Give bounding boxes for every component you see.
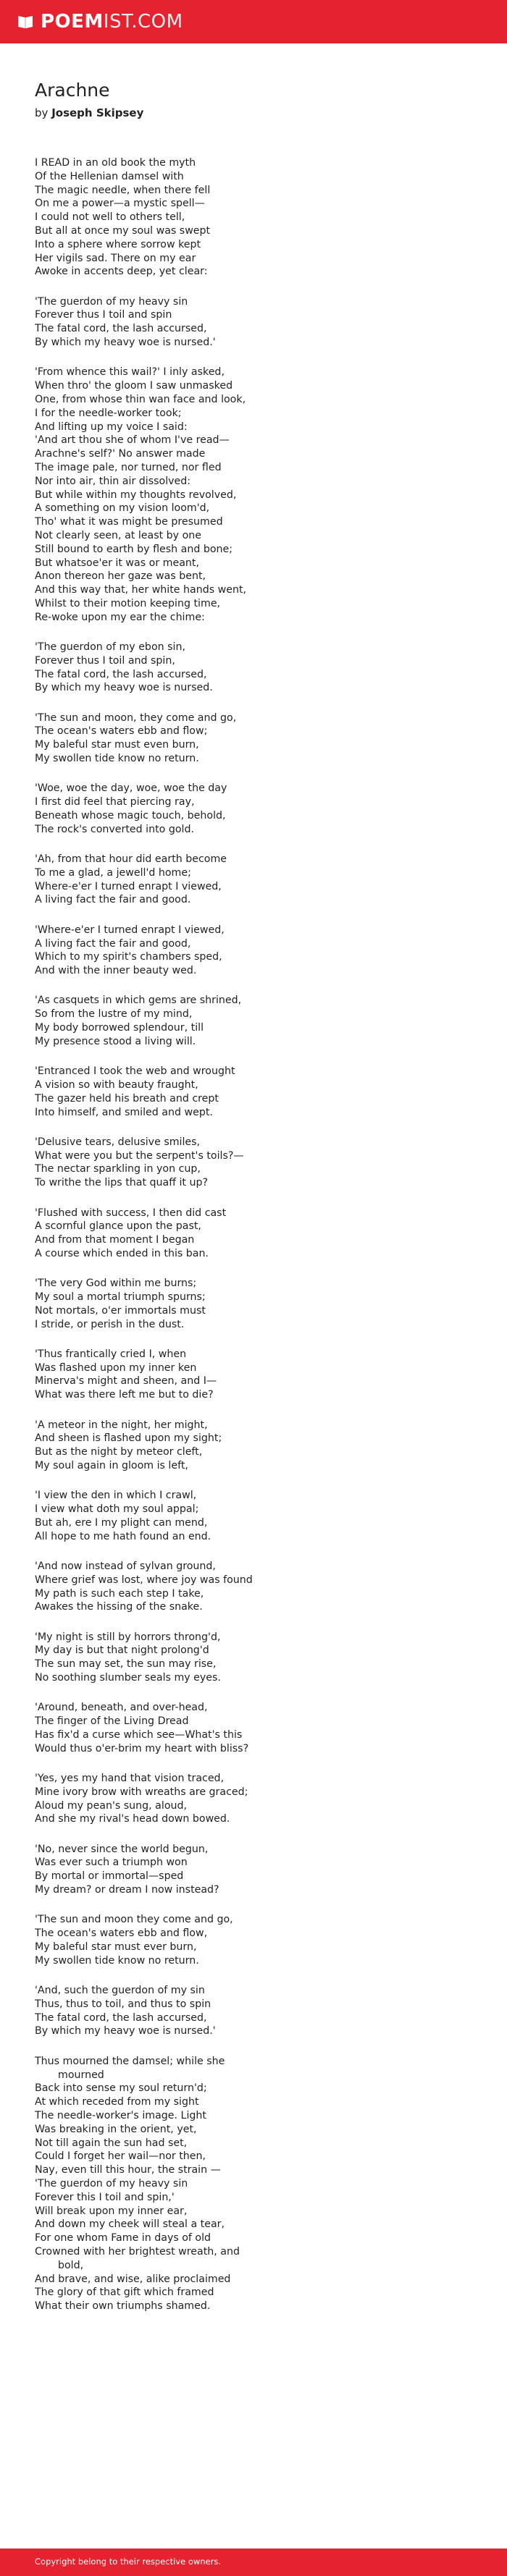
poem-stanza: [35, 924, 484, 978]
poem-line: Which to my spirit's chambers sped,: [35, 951, 222, 963]
poem-line: Where grief was lost, where joy was found: [35, 1574, 253, 1586]
poem-line: Tho' what it was might be presumed: [35, 516, 223, 528]
footer: [0, 2548, 507, 2576]
poem-line: Thus mourned the damsel; while she: [35, 2055, 225, 2067]
poem-line: The magic needle, when there fell: [35, 184, 211, 196]
poem-line: 'The guerdon of my heavy sin: [35, 2177, 188, 2189]
poem-line: No soothing slumber seals my eyes.: [35, 1672, 221, 1684]
poem-line: The fatal cord, the lash accursed,: [35, 668, 207, 680]
poem-line: 'I view the den in which I crawl,: [35, 1490, 197, 1502]
poem-line: I READ in an old book the myth: [35, 157, 196, 169]
poem-line: On me a power—a mystic spell—: [35, 198, 205, 210]
poem-line: 'The sun and moon they come and go,: [35, 1914, 233, 1926]
poem-line: Nor into air, thin air dissolved:: [35, 475, 191, 487]
poem-line: 'Entranced I took the web and wrought: [35, 1065, 235, 1078]
poem-line: My baleful star must ever burn,: [35, 1941, 197, 1953]
poem-line: bold,: [58, 2259, 84, 2271]
poem-line: A living fact the fair and good.: [35, 894, 191, 906]
poem-body: [35, 156, 484, 2329]
footer-copyright: Copyright belong to their respective owners.: [35, 2556, 222, 2567]
poem-line: Awakes the hissing of the snake.: [35, 1601, 203, 1613]
poem-line: I stride, or perish in the dust.: [35, 1318, 185, 1330]
poem-line: And lifting up my voice I said:: [35, 421, 188, 433]
poem-line: For one whom Fame in days of old: [35, 2232, 211, 2245]
poem-line: A scornful glance upon the past,: [35, 1220, 201, 1233]
poem-line: Was ever such a triumph won: [35, 1857, 188, 1869]
poem-line: A vision so with beauty fraught,: [35, 1078, 198, 1091]
poem-line: Has fix'd a curse which see—What's this: [35, 1728, 243, 1741]
poem-line: 'My night is still by horrors throng'd,: [35, 1631, 221, 1643]
poem-line: My soul a mortal triumph spurns;: [35, 1291, 206, 1303]
poem-stanza: [35, 366, 484, 624]
author-link[interactable]: Joseph Skipsey: [51, 106, 144, 119]
poem-stanza: [35, 1136, 484, 1190]
poem-line: My soul again in gloom is left,: [35, 1459, 188, 1471]
poem-line: Could I forget her wail—nor then,: [35, 2150, 206, 2163]
poem-line: Awoke in accents deep, yet clear:: [35, 266, 208, 278]
poem-title: Arachne: [35, 80, 110, 101]
poem-stanza: [35, 1631, 484, 1685]
poem-line: Nay, even till this hour, the strain —: [35, 2164, 221, 2176]
poem-line: The fatal cord, the lash accursed,: [35, 2011, 207, 2024]
poem-line: My path is such each step I take,: [35, 1587, 204, 1600]
poem-line: The image pale, nor turned, nor fled: [35, 461, 222, 473]
poem-line: Not clearly seen, at least by one: [35, 529, 201, 541]
poem-line: 'The guerdon of my ebon sin,: [35, 641, 185, 653]
poem-line: What were you but the serpent's toils?—: [35, 1149, 244, 1162]
poem-line: And sheen is flashed upon my sight;: [35, 1432, 222, 1445]
poem-line: Not till again the sun had set,: [35, 2137, 188, 2149]
poem-line: What their own triumphs shamed.: [35, 2300, 211, 2313]
site-logo-text: [41, 0, 183, 43]
poem-line: 'From whence this wail?' I inly asked,: [35, 366, 225, 379]
poem-line: 'Woe, woe the day, woe, woe the day: [35, 782, 227, 795]
poem-line: 'Around, beneath, and over-head,: [35, 1702, 208, 1714]
poem-line: 'The very God within me burns;: [35, 1278, 197, 1290]
poem-stanza: [35, 1843, 484, 1897]
poem-line: My baleful star must even burn,: [35, 739, 199, 751]
poem-line: The rock's converted into gold.: [35, 823, 194, 835]
poem-line: The finger of the Living Dread: [35, 1715, 189, 1728]
poem-line: Where-e'er I turned enrapt I viewed,: [35, 880, 222, 892]
poem-line: Mine ivory brow with wreaths are graced;: [35, 1786, 248, 1798]
poem-line: And down my cheek will steal a tear,: [35, 2218, 225, 2231]
poem-line: All hope to me hath found an end.: [35, 1530, 211, 1542]
poem-stanza: [35, 711, 484, 766]
poem-line: 'As casquets in which gems are shrined,: [35, 994, 242, 1007]
poem-line: Not mortals, o'er immortals must: [35, 1304, 206, 1317]
poem-line: When thro' the gloom I saw unmasked: [35, 380, 233, 392]
poem-line: Beneath whose magic touch, behold,: [35, 809, 226, 822]
poem-line: Anon thereon her gaze was bent,: [35, 570, 206, 583]
poem-line: 'Where-e'er I turned enrapt I viewed,: [35, 924, 225, 936]
poem-line: I could not well to others tell,: [35, 211, 185, 224]
poem-line: Her vigils sad. There on my ear: [35, 252, 196, 264]
poem-line: 'Thus frantically cried I, when: [35, 1348, 187, 1360]
byline-prefix: by: [35, 106, 49, 119]
poem-line: A something on my vision loom'd,: [35, 502, 210, 515]
poem-line: 'And art thou she of whom I've read—: [35, 434, 230, 447]
poem-line: 'Flushed with success, I then did cast: [35, 1207, 227, 1219]
poem-line: Forever this I toil and spin,': [35, 2191, 175, 2203]
poem-line: Whilst to their motion keeping time,: [35, 597, 221, 609]
poem-line: 'And now instead of sylvan ground,: [35, 1560, 216, 1572]
poem-stanza: [35, 156, 484, 279]
poem-line: The sun may set, the sun may rise,: [35, 1658, 217, 1671]
poem-stanza: [35, 1913, 484, 1967]
poem-line: I view what doth my soul appal;: [35, 1503, 199, 1516]
poem-byline: [35, 106, 143, 119]
poem-line: By which my heavy woe is nursed.': [35, 2025, 216, 2037]
poem-line: Was flashed upon my inner ken: [35, 1361, 197, 1374]
poem-line: 'Delusive tears, delusive smiles,: [35, 1136, 201, 1148]
poem-line: So from the lustre of my mind,: [35, 1008, 193, 1021]
poem-line: 'And, such the guerdon of my sin: [35, 1985, 205, 1997]
poem-line: By which my heavy woe is nursed.': [35, 337, 216, 349]
site-logo[interactable]: [16, 0, 183, 43]
poem-line: A living fact the fair and good,: [35, 937, 191, 950]
poem-line: I first did feel that piercing ray,: [35, 796, 195, 808]
poem-line: 'No, never since the world begun,: [35, 1843, 209, 1855]
poem-line: The gazer held his breath and crept: [35, 1092, 219, 1105]
poem-line: Crowned with her brightest wreath, and: [35, 2245, 240, 2258]
poem-line: My swollen tide know no return.: [35, 753, 199, 765]
poem-line: But whatsoe'er it was or meant,: [35, 557, 199, 569]
poem-line: To writhe the lips that quaff it up?: [35, 1177, 209, 1189]
poem-line: By mortal or immortal—sped: [35, 1870, 184, 1883]
poem-line: Into himself, and smiled and wept.: [35, 1106, 213, 1118]
poem-line: The glory of that gift which framed: [35, 2286, 214, 2299]
poem-line: Would thus o'er-brim my heart with bliss?: [35, 1742, 249, 1754]
poem-line: The fatal cord, the lash accursed,: [35, 323, 207, 335]
poem-stanza: [35, 853, 484, 907]
poem-line: Will break upon my inner ear,: [35, 2205, 188, 2217]
poem-line: But ah, ere I my plight can mend,: [35, 1516, 208, 1529]
poem-line: Forever thus I toil and spin: [35, 309, 172, 321]
poem-stanza: [35, 1207, 484, 1261]
logo-bold-text: POEM: [41, 11, 104, 33]
poem-stanza: [35, 295, 484, 350]
poem-line: At which receded from my sight: [35, 2096, 199, 2108]
poem-stanza: [35, 1560, 484, 1614]
poem-stanza: [35, 1065, 484, 1119]
poem-line: 'The sun and moon, they come and go,: [35, 711, 237, 724]
book-icon: [16, 12, 35, 31]
poem-line: Of the Hellenian damsel with: [35, 170, 184, 182]
poem-line: And with the inner beauty wed.: [35, 965, 197, 977]
poem-line: Arachne's self?' No answer made: [35, 448, 206, 460]
poem-stanza: [35, 1489, 484, 1543]
poem-line: 'Ah, from that hour did earth become: [35, 853, 227, 866]
poem-line: But while within my thoughts revolved,: [35, 489, 237, 501]
poem-stanza: [35, 1701, 484, 1755]
poem-stanza: [35, 994, 484, 1048]
poem-line: To me a glad, a jewell'd home;: [35, 866, 191, 879]
poem-line: Was breaking in the orient, yet,: [35, 2123, 197, 2135]
poem-line: Back into sense my soul return'd;: [35, 2082, 207, 2095]
poem-line: 'A meteor in the night, her might,: [35, 1419, 208, 1431]
poem-stanza: [35, 641, 484, 695]
poem-stanza: [35, 1984, 484, 2038]
poem-line: 'Yes, yes my hand that vision traced,: [35, 1773, 225, 1784]
poem-stanza: [35, 1419, 484, 1473]
poem-line: The ocean's waters ebb and flow;: [35, 725, 208, 738]
poem-line: And from that moment I began: [35, 1234, 195, 1246]
poem-line: My swollen tide know no return.: [35, 1954, 199, 1967]
poem-stanza: [35, 782, 484, 836]
poem-line: My body borrowed splendour, till: [35, 1022, 204, 1034]
poem-line: I for the needle-worker took;: [35, 407, 182, 419]
poem-line: Re-woke upon my ear the chime:: [35, 611, 205, 623]
poem-stanza: [35, 2055, 484, 2313]
poem-line: Minerva's might and sheen, and I—: [35, 1375, 217, 1388]
poem-line: Thus, thus to toil, and thus to spin: [35, 1998, 211, 2010]
poem-line: But all at once my soul was swept: [35, 224, 211, 237]
poem-line: Still bound to earth by flesh and bone;: [35, 543, 233, 555]
poem-line: And she my rival's head down bowed.: [35, 1813, 230, 1825]
poem-line: My dream? or dream I now instead?: [35, 1884, 219, 1896]
poem-line: A course which ended in this ban.: [35, 1247, 209, 1259]
poem-line: 'The guerdon of my heavy sin: [35, 295, 188, 308]
poem-stanza: [35, 1277, 484, 1331]
poem-line: Aloud my pean's sung, aloud,: [35, 1799, 188, 1812]
poem-line: My day is but that night prolong'd: [35, 1644, 209, 1657]
poem-line: The needle-worker's image. Light: [35, 2109, 206, 2121]
poem-line: And this way that, her white hands went,: [35, 584, 247, 596]
poem-line: One, from whose thin wan face and look,: [35, 393, 246, 405]
top-bar: [0, 0, 507, 43]
logo-light-text: IST.COM: [103, 11, 183, 33]
poem-line: By which my heavy woe is nursed.: [35, 682, 213, 694]
poem-stanza: [35, 1772, 484, 1826]
poem-line: The ocean's waters ebb and flow,: [35, 1927, 208, 1940]
poem-line: My presence stood a living will.: [35, 1035, 196, 1047]
poem-line: Into a sphere where sorrow kept: [35, 238, 201, 250]
poem-line: Forever thus I toil and spin,: [35, 654, 175, 667]
poem-line: And brave, and wise, alike proclaimed: [35, 2273, 231, 2285]
poem-line: mourned: [58, 2069, 104, 2081]
poem-line: But as the night by meteor cleft,: [35, 1446, 203, 1458]
poem-line: What was there left me but to die?: [35, 1389, 214, 1401]
poem-line: The nectar sparkling in yon cup,: [35, 1163, 201, 1175]
poem-stanza: [35, 1348, 484, 1402]
